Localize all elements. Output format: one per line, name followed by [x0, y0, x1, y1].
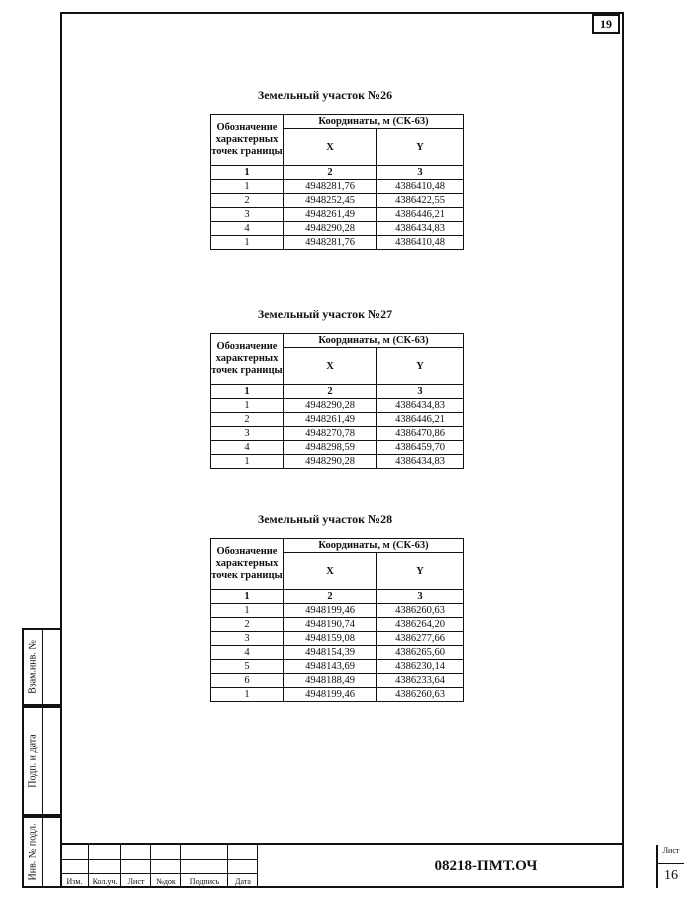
header-points: Обозначение характерных точек границы [211, 539, 284, 590]
header-num-3: 3 [377, 590, 464, 604]
table-row [211, 618, 464, 632]
table-row [211, 455, 464, 469]
side-stamp-podp [22, 706, 60, 816]
point-cell: 4 [211, 646, 284, 660]
y-cell: 4386277,66 [377, 632, 464, 646]
x-cell: 4948199,46 [284, 688, 377, 702]
table-row [211, 222, 464, 236]
header-y: Y [377, 553, 464, 590]
side-label-inv: Инв. № подл. [27, 823, 39, 881]
point-cell: 2 [211, 413, 284, 427]
y-cell: 4386434,83 [377, 222, 464, 236]
table-row [211, 180, 464, 194]
header-num-1: 1 [211, 385, 284, 399]
coordinates-table [210, 333, 464, 469]
point-cell: 1 [211, 688, 284, 702]
table-row [211, 441, 464, 455]
header-num-3: 3 [377, 385, 464, 399]
header-coords: Координаты, м (СК-63) [284, 115, 464, 129]
stamp-label-podpis: Подпись [189, 877, 220, 886]
side-stamp-inv [22, 816, 60, 888]
x-cell: 4948290,28 [284, 222, 377, 236]
header-num-3: 3 [377, 166, 464, 180]
point-cell: 1 [211, 604, 284, 618]
y-cell: 4386434,83 [377, 399, 464, 413]
y-cell: 4386260,63 [377, 604, 464, 618]
y-cell: 4386264,20 [377, 618, 464, 632]
y-cell: 4386230,14 [377, 660, 464, 674]
document-code: 08218-ПМТ.ОЧ [434, 858, 538, 874]
header-num-1: 1 [211, 166, 284, 180]
table-row [211, 208, 464, 222]
table-row [211, 413, 464, 427]
point-cell: 1 [211, 399, 284, 413]
header-num-2: 2 [284, 385, 377, 399]
point-cell: 4 [211, 222, 284, 236]
header-x: X [284, 348, 377, 385]
y-cell: 4386260,63 [377, 688, 464, 702]
stamp-label-ndok: №док [156, 877, 176, 886]
side-label-podp: Подп. и дата [27, 734, 39, 788]
point-cell: 2 [211, 618, 284, 632]
x-cell: 4948290,28 [284, 399, 377, 413]
header-num-2: 2 [284, 590, 377, 604]
table-title: Земельный участок №27 [257, 307, 393, 321]
header-num-1: 1 [211, 590, 284, 604]
y-cell: 4386459,70 [377, 441, 464, 455]
y-cell: 4386265,60 [377, 646, 464, 660]
point-cell: 2 [211, 194, 284, 208]
table-title: Земельный участок №26 [257, 88, 393, 102]
point-cell: 3 [211, 427, 284, 441]
table-title: Земельный участок №28 [257, 512, 393, 526]
point-cell: 1 [211, 236, 284, 250]
x-cell: 4948143,69 [284, 660, 377, 674]
point-cell: 5 [211, 660, 284, 674]
header-coords: Координаты, м (СК-63) [284, 539, 464, 553]
table-row [211, 632, 464, 646]
point-cell: 6 [211, 674, 284, 688]
stamp-label-data: Дата [235, 877, 251, 886]
x-cell: 4948281,76 [284, 236, 377, 250]
x-cell: 4948188,49 [284, 674, 377, 688]
stamp-label-izm: Изм. [66, 877, 83, 886]
x-cell: 4948261,49 [284, 413, 377, 427]
header-x: X [284, 129, 377, 166]
table-row [211, 399, 464, 413]
header-y: Y [377, 348, 464, 385]
x-cell: 4948281,76 [284, 180, 377, 194]
table-row [211, 236, 464, 250]
y-cell: 4386446,21 [377, 413, 464, 427]
header-coords: Координаты, м (СК-63) [284, 334, 464, 348]
y-cell: 4386434,83 [377, 455, 464, 469]
table-row [211, 427, 464, 441]
coordinates-table [210, 114, 464, 250]
point-cell: 1 [211, 180, 284, 194]
header-points: Обозначение характерных точек границы [211, 115, 284, 166]
header-x: X [284, 553, 377, 590]
point-cell: 3 [211, 632, 284, 646]
x-cell: 4948159,08 [284, 632, 377, 646]
x-cell: 4948261,49 [284, 208, 377, 222]
side-stamp-vzam [22, 628, 60, 706]
x-cell: 4948190,74 [284, 618, 377, 632]
table-row [211, 674, 464, 688]
table-row [211, 194, 464, 208]
sheet-label: Лист [662, 846, 680, 855]
x-cell: 4948252,45 [284, 194, 377, 208]
header-y: Y [377, 129, 464, 166]
side-label-vzam: Взам.инв. № [27, 640, 39, 694]
x-cell: 4948270,78 [284, 427, 377, 441]
y-cell: 4386470,86 [377, 427, 464, 441]
table-row [211, 660, 464, 674]
y-cell: 4386410,48 [377, 180, 464, 194]
coordinates-table [210, 538, 464, 702]
point-cell: 1 [211, 455, 284, 469]
x-cell: 4948290,28 [284, 455, 377, 469]
stamp-label-kolich: Кол.уч. [92, 877, 118, 886]
x-cell: 4948199,46 [284, 604, 377, 618]
y-cell: 4386233,64 [377, 674, 464, 688]
y-cell: 4386422,55 [377, 194, 464, 208]
table-row [211, 688, 464, 702]
page-number: 19 [592, 14, 620, 34]
header-points: Обозначение характерных точек границы [211, 334, 284, 385]
x-cell: 4948298,59 [284, 441, 377, 455]
y-cell: 4386410,48 [377, 236, 464, 250]
point-cell: 3 [211, 208, 284, 222]
sheet-number: 16 [658, 863, 684, 884]
y-cell: 4386446,21 [377, 208, 464, 222]
title-block [60, 843, 680, 888]
table-row [211, 604, 464, 618]
stamp-label-list: Лист [127, 877, 145, 886]
table-row [211, 646, 464, 660]
sheet-box [656, 845, 684, 888]
x-cell: 4948154,39 [284, 646, 377, 660]
header-num-2: 2 [284, 166, 377, 180]
point-cell: 4 [211, 441, 284, 455]
